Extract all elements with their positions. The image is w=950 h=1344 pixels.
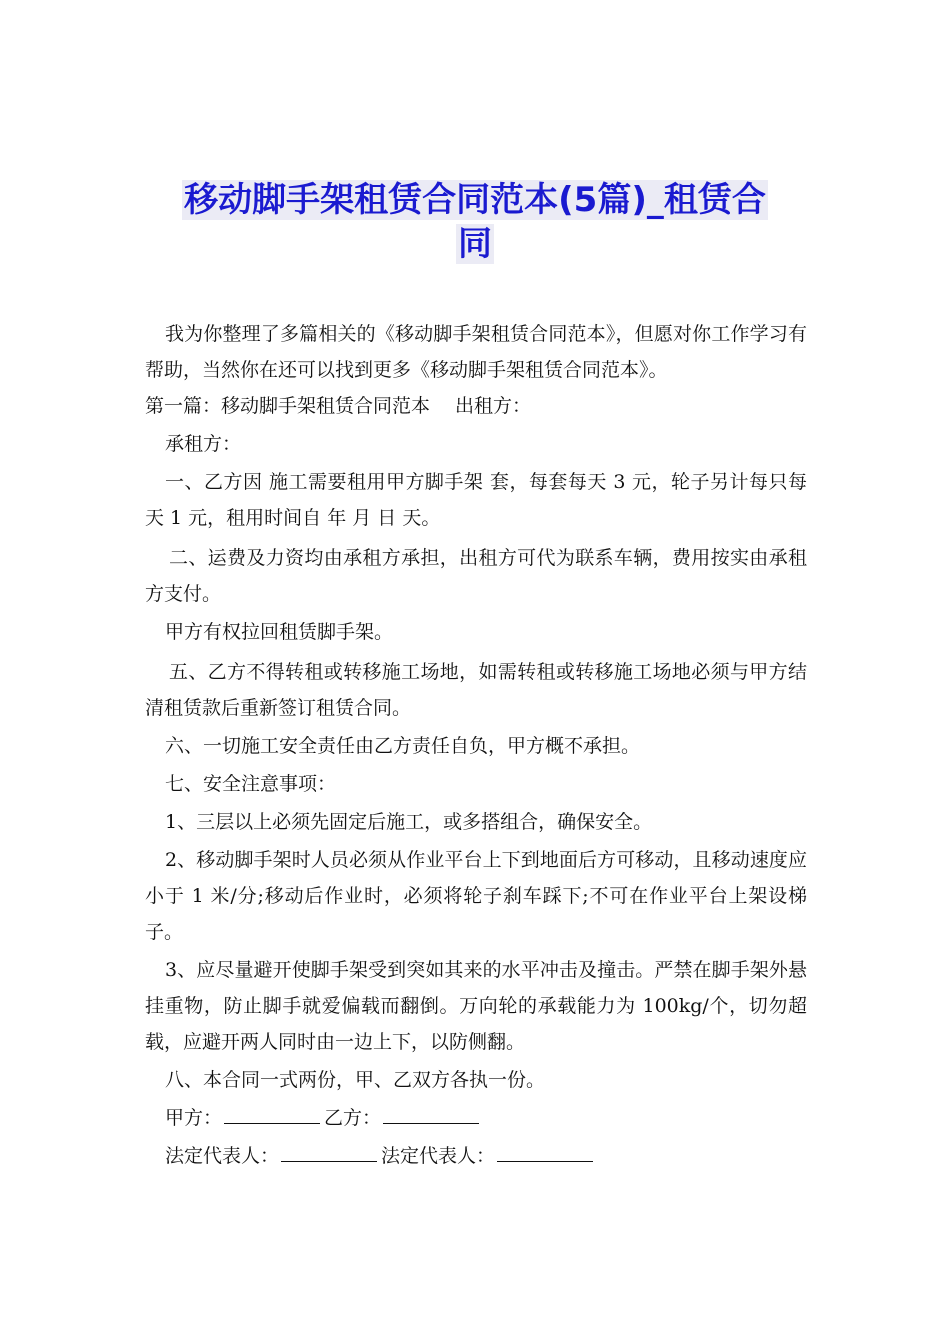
rep-b-label: 法定代表人：	[381, 1145, 496, 1167]
clause-8: 八、本合同一式两份，甲、乙双方各执一份。	[165, 1069, 546, 1091]
clause-7: 七、安全注意事项：	[165, 773, 337, 795]
clause-1: 一、乙方因 施工需要租用甲方脚手架 套，每套每天 3 元，轮子另计每只每天 1 元，租用时间自 年 月 日 天。	[145, 471, 807, 529]
party-a-blank	[224, 1103, 320, 1124]
rep-a-blank	[281, 1141, 377, 1162]
document-title	[145, 178, 805, 266]
title-line-2: 同	[458, 224, 492, 264]
section-heading: 第一篇：移动脚手架租赁合同范本 出租方：	[145, 395, 532, 417]
clause-reclaim: 甲方有权拉回租赁脚手架。	[165, 621, 394, 643]
party-a-label: 甲方：	[165, 1107, 223, 1129]
party-b-label: 乙方：	[324, 1107, 382, 1129]
safety-item-3: 3、应尽量避开使脚手架受到突如其来的水平冲击及撞击。严禁在脚手架外悬挂重物，防止脚手就爱偏载而翻倒。万向轮的承载能力为 100kg/个，切勿超载，应避开两人同时由一边上下，以防侧翻。	[145, 959, 807, 1053]
rep-b-blank	[497, 1141, 593, 1162]
intro-paragraph: 我为你整理了多篇相关的《移动脚手架租赁合同范本》，但愿对你工作学习有帮助，当然你在还可以找到更多《移动脚手架租赁合同范本》。	[145, 323, 807, 381]
lessee-line: 承租方：	[165, 433, 242, 455]
safety-item-2: 2、移动脚手架时人员必须从作业平台上下到地面后方可移动，且移动速度应小于 1 米/分;移动后作业时，必须将轮子刹车踩下;不可在作业平台上架设梯子。	[145, 849, 807, 943]
clause-5: 五、乙方不得转租或转移施工场地，如需转租或转移施工场地必须与甲方结清租赁款后重新签订租赁合同。	[145, 661, 807, 719]
signature-representatives	[145, 1138, 807, 1174]
rep-a-label: 法定代表人：	[165, 1145, 280, 1167]
document-body	[145, 316, 807, 1174]
clause-6: 六、一切施工安全责任由乙方责任自负，甲方概不承担。	[165, 735, 641, 757]
safety-item-1: 1、三层以上必须先固定后施工，或多搭组合，确保安全。	[165, 811, 653, 833]
signature-parties	[145, 1100, 807, 1136]
clause-2: 二、运费及力资均由承租方承担，出租方可代为联系车辆，费用按实由承租方支付。	[145, 547, 807, 605]
party-b-blank	[383, 1103, 479, 1124]
title-line-1: 移动脚手架租赁合同范本(5篇)_租赁合	[184, 180, 766, 220]
